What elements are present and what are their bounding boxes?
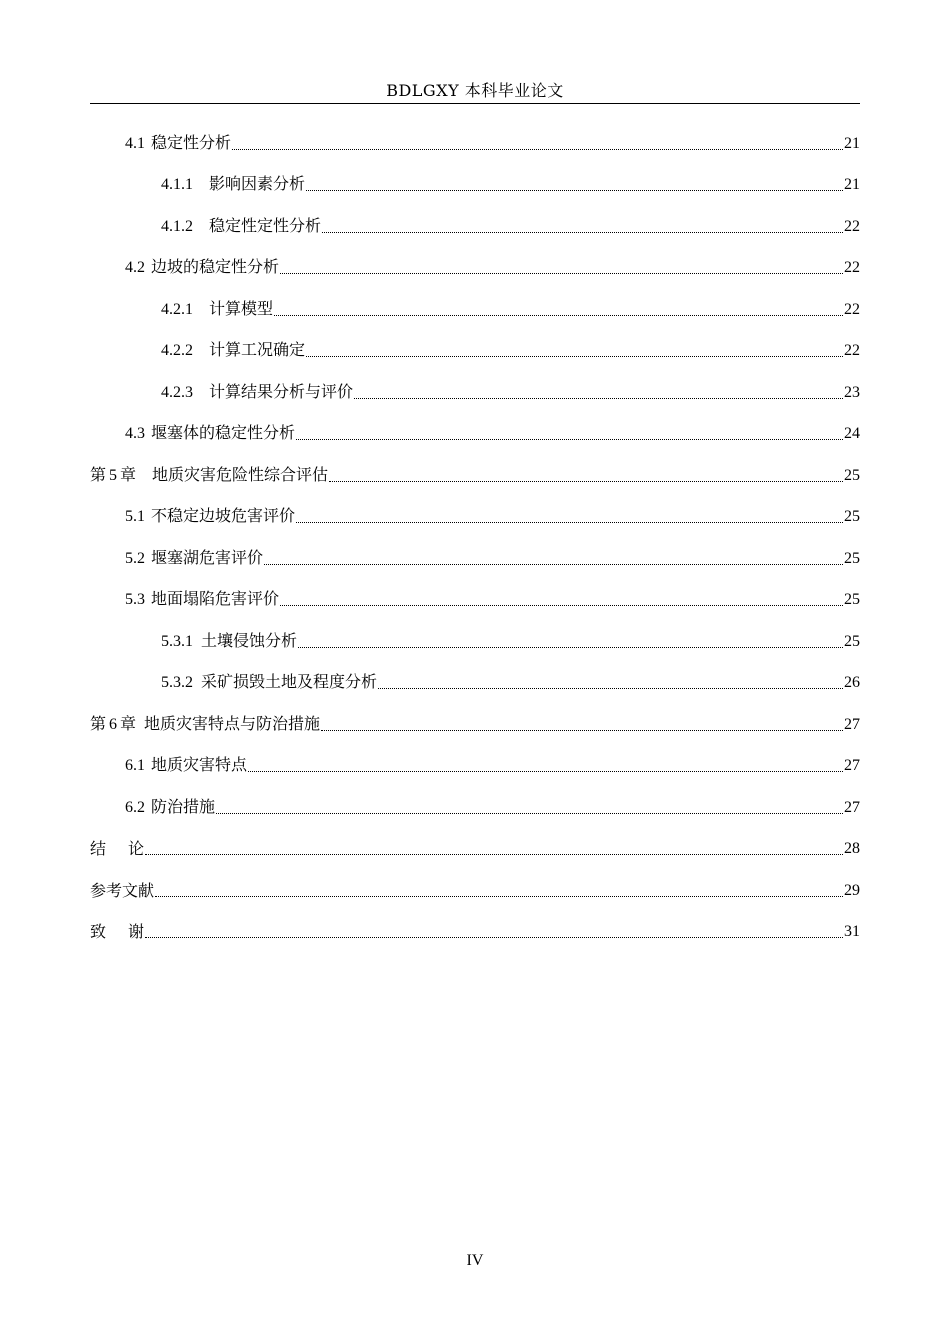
section-number: 4.2.2 <box>161 342 193 359</box>
toc-entry-label <box>161 631 297 652</box>
section-number: 4.1 <box>125 134 145 152</box>
section-title: 稳定性分析 <box>151 132 232 152</box>
section-title: 采矿损毁土地及程度分析 <box>201 672 378 691</box>
toc-entry-5-1[interactable] <box>90 486 860 528</box>
toc-entry-label <box>125 423 295 444</box>
page-number: 24 <box>844 425 860 442</box>
toc-entry-chapter-6[interactable] <box>90 693 860 735</box>
section-title: 影响因素分析 <box>209 174 306 193</box>
chapter-suffix: 章 <box>120 464 137 484</box>
section-title: 防治措施 <box>151 796 216 816</box>
page-number: 28 <box>844 840 860 857</box>
toc-entry-label: 致谢 <box>90 922 167 941</box>
toc-entry-label <box>125 548 263 569</box>
section-number: 5.3.2 <box>161 674 193 691</box>
section-title: 计算工况确定 <box>209 340 306 359</box>
section-number: 5.3.1 <box>161 632 193 650</box>
toc-entry-6-2[interactable] <box>90 776 860 818</box>
section-title: 地质灾害特点 <box>151 755 248 774</box>
toc-entry-5-2[interactable] <box>90 527 860 569</box>
dot-leader <box>264 549 843 569</box>
page-number: 22 <box>844 342 860 359</box>
section-title: 计算模型 <box>209 298 274 318</box>
dot-leader <box>145 922 843 942</box>
dot-leader <box>306 341 843 361</box>
chapter-number: 6 <box>109 715 118 733</box>
chapter-prefix: 第 <box>90 464 107 484</box>
toc-entry-label <box>125 257 279 278</box>
page-footer-number: IV <box>466 1252 484 1269</box>
dot-leader <box>155 881 843 901</box>
page-number: 22 <box>844 217 860 235</box>
toc-entry-label <box>161 216 321 237</box>
toc-entry-label: 参考文献 <box>90 880 155 900</box>
toc-entry-6-1[interactable] <box>90 735 860 777</box>
toc-entry-label <box>90 714 320 735</box>
page-number: 21 <box>844 134 860 152</box>
chapter-suffix: 章 <box>120 713 137 733</box>
table-of-contents <box>90 112 860 942</box>
page-number: 22 <box>844 259 860 276</box>
toc-entry-4-1[interactable] <box>90 112 860 154</box>
toc-entry-acknowledgements[interactable] <box>90 901 860 943</box>
page-number: 22 <box>844 300 860 318</box>
chapter-prefix: 第 <box>90 713 107 733</box>
dot-leader <box>296 507 843 527</box>
toc-entry-4-2-1[interactable] <box>90 278 860 320</box>
section-number: 5.2 <box>125 549 145 567</box>
toc-entry-label <box>161 340 305 361</box>
section-title: 堰塞湖危害评价 <box>151 547 264 567</box>
dot-leader <box>296 424 843 444</box>
page-number: 26 <box>844 674 860 691</box>
page-number: 21 <box>844 176 860 193</box>
section-title: 计算结果分析与评价 <box>209 381 354 401</box>
toc-entry-label: 结论 <box>90 839 167 858</box>
dot-leader <box>274 300 843 320</box>
dot-leader <box>306 175 843 195</box>
chapter-title: 地质灾害危险性综合评估 <box>152 464 329 484</box>
toc-entry-label <box>161 299 273 320</box>
toc-entry-5-3[interactable] <box>90 569 860 611</box>
toc-entry-label <box>125 133 231 154</box>
section-title: 稳定性定性分析 <box>209 215 322 235</box>
section-title: 堰塞体的稳定性分析 <box>151 423 296 442</box>
chapter-number: 5 <box>109 466 118 484</box>
page-number: 23 <box>844 383 860 401</box>
section-number: 4.2.3 <box>161 383 193 401</box>
page-number: 29 <box>844 881 860 899</box>
section-number: 4.2 <box>125 259 145 276</box>
toc-entry-5-3-2[interactable] <box>90 652 860 694</box>
page-number: 25 <box>844 632 860 650</box>
dot-leader <box>216 798 843 818</box>
dot-leader <box>248 756 843 776</box>
section-title: 土壤侵蚀分析 <box>201 630 298 650</box>
running-header: BDLGXY 本科毕业论文 <box>386 81 564 100</box>
section-title: 不稳定边坡危害评价 <box>151 506 296 525</box>
toc-entry-4-2-2[interactable] <box>90 320 860 362</box>
page-number: 31 <box>844 923 860 940</box>
section-number: 4.3 <box>125 425 145 442</box>
section-number: 6.2 <box>125 798 145 816</box>
section-number: 4.2.1 <box>161 300 193 318</box>
section-title: 边坡的稳定性分析 <box>151 257 280 276</box>
chapter-title: 地质灾害特点与防治措施 <box>144 713 321 733</box>
toc-entry-4-1-2[interactable] <box>90 195 860 237</box>
section-number: 4.1.2 <box>161 217 193 235</box>
toc-entry-4-1-1[interactable] <box>90 154 860 196</box>
toc-entry-label <box>161 174 305 195</box>
dot-leader <box>329 466 843 486</box>
dot-leader <box>378 673 843 693</box>
page-number: 25 <box>844 549 860 567</box>
page-number: 25 <box>844 508 860 525</box>
section-title: 地面塌陷危害评价 <box>151 589 280 608</box>
dot-leader <box>298 632 843 652</box>
toc-entry-4-2-3[interactable] <box>90 361 860 403</box>
toc-entry-chapter-5[interactable] <box>90 444 860 486</box>
dot-leader <box>354 383 843 403</box>
page-number: 27 <box>844 715 860 733</box>
dot-leader <box>145 839 843 859</box>
section-number: 4.1.1 <box>161 176 193 193</box>
section-number: 6.1 <box>125 757 145 774</box>
toc-entry-label <box>161 672 377 693</box>
toc-entry-label <box>90 465 328 486</box>
toc-entry-references[interactable] <box>90 859 860 901</box>
toc-entry-4-2[interactable] <box>90 237 860 279</box>
dot-leader <box>321 715 843 735</box>
toc-entry-label <box>125 755 247 776</box>
toc-entry-label <box>125 506 295 527</box>
toc-entry-label <box>125 797 215 818</box>
header-rule <box>90 103 860 104</box>
toc-entry-4-3[interactable] <box>90 403 860 445</box>
page-number: 27 <box>844 798 860 816</box>
dot-leader <box>322 217 843 237</box>
dot-leader <box>280 258 843 278</box>
toc-entry-conclusion[interactable] <box>90 818 860 860</box>
dot-leader <box>280 590 843 610</box>
section-number: 5.1 <box>125 508 145 525</box>
page-number: 25 <box>844 466 860 484</box>
toc-entry-label <box>161 382 353 403</box>
section-number: 5.3 <box>125 591 145 608</box>
page-number: 25 <box>844 591 860 608</box>
dot-leader <box>232 134 843 154</box>
page-number: 27 <box>844 757 860 774</box>
toc-entry-label <box>125 589 279 610</box>
toc-entry-5-3-1[interactable] <box>90 610 860 652</box>
